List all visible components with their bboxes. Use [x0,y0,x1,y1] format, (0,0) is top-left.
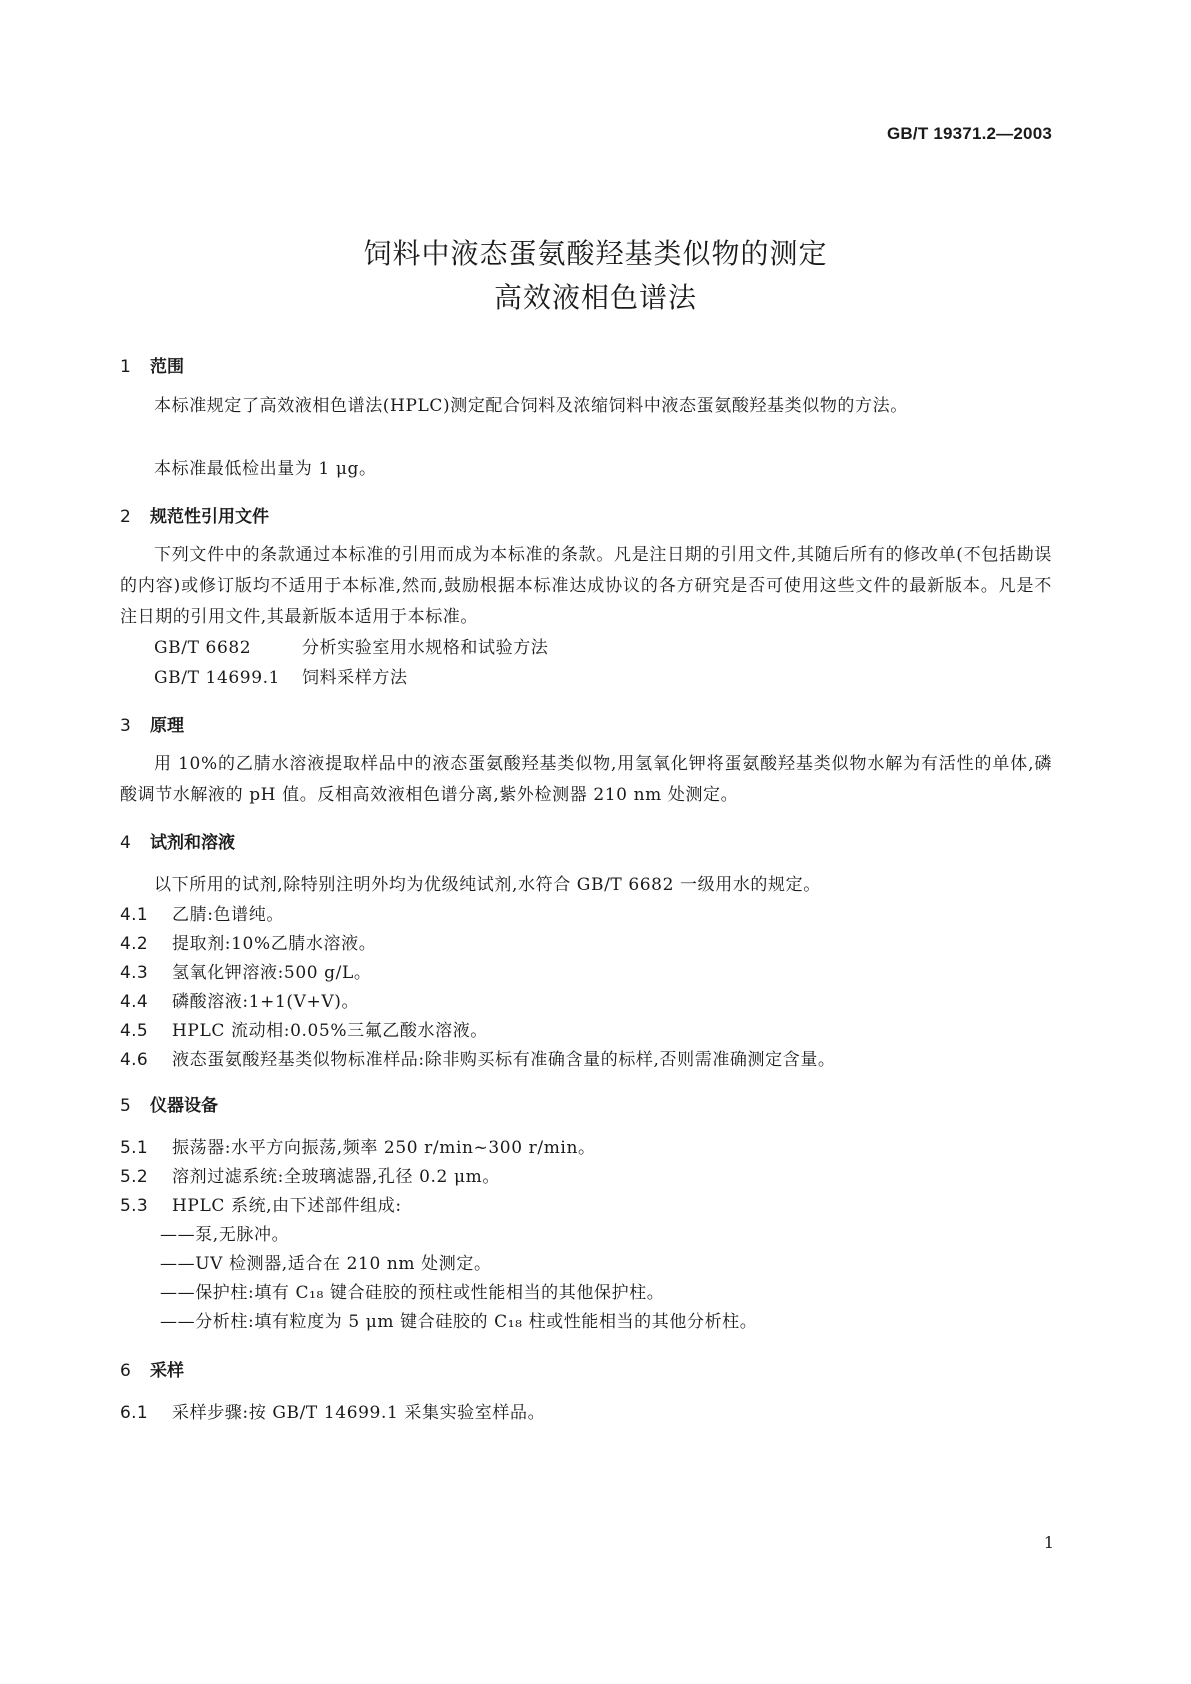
reagent-item [120,900,284,925]
section-title: 试剂和溶液 [150,833,235,853]
reference-item [154,633,548,658]
section-number: 4 [120,833,131,853]
item-text: 提取剂:10%乙腈水溶液。 [172,934,377,954]
item-number: 5.2 [120,1167,148,1187]
apparatus-item [120,1191,402,1216]
section-title: 规范性引用文件 [150,507,269,527]
detection-limit-paragraph: 本标准最低检出量为 1 μg。 [154,459,377,479]
section-heading-sampling [120,1356,184,1381]
reference-code: GB/T 14699.1 [154,668,281,688]
item-text: 乙腈:色谱纯。 [172,905,284,925]
item-number: 4.4 [120,992,148,1012]
document-title: 饲料中液态蛋氨酸羟基类似物的测定 [363,237,828,270]
reference-item [154,663,408,688]
reagent-item [120,929,376,954]
hplc-component-item: ——UV 检测器,适合在 210 nm 处测定。 [160,1254,492,1274]
page-number: 1 [1043,1533,1054,1552]
sampling-item [120,1398,545,1423]
section-heading-normative-references [120,502,269,527]
item-text: 液态蛋氨酸羟基类似物标准样品:除非购买标有准确含量的标样,否则需准确测定含量。 [172,1050,836,1070]
item-number: 5.1 [120,1138,148,1158]
document-subtitle: 高效液相色谱法 [493,281,697,314]
section-heading-reagents [120,828,235,853]
section-title: 仪器设备 [150,1096,218,1116]
section-heading-scope [120,352,184,377]
reagent-item [120,1016,488,1041]
section-title: 采样 [150,1361,184,1381]
item-text: 磷酸溶液:1+1(V+V)。 [172,992,360,1012]
reference-code: GB/T 6682 [154,638,252,658]
section-number: 5 [120,1096,131,1116]
reference-title: 饲料采样方法 [302,668,408,688]
section-number: 6 [120,1361,131,1381]
section-number: 3 [120,716,131,736]
section-heading-apparatus [120,1091,218,1116]
standard-code: GB/T 19371.2—2003 [887,124,1052,143]
item-text: 溶剂过滤系统:全玻璃滤器,孔径 0.2 μm。 [172,1167,500,1187]
reagent-item [120,1045,836,1070]
section-number: 2 [120,507,131,527]
item-text: 采样步骤:按 GB/T 14699.1 采集实验室样品。 [172,1403,546,1423]
reagent-item [120,958,371,983]
reagents-intro-paragraph: 以下所用的试剂,除特别注明外均为优级纯试剂,水符合 GB/T 6682 一级用水的规定。 [154,875,821,895]
item-number: 4.1 [120,905,148,925]
section-number: 1 [120,357,131,377]
item-number: 6.1 [120,1403,148,1423]
reference-title: 分析实验室用水规格和试验方法 [302,638,549,658]
item-number: 4.2 [120,934,148,954]
references-paragraph: 下列文件中的条款通过本标准的引用而成为本标准的条款。凡是注日期的引用文件,其随后所有的修改单(不包括勘误的内容)或修订版均不适用于本标准,然而,鼓励根据本标准达成协议的各方研究是否可使用这些文件的最新版本。凡是不注日期的引用文件,其最新版本适用于本标准。 [120,545,1052,627]
section-heading-principle [120,711,184,736]
item-number: 4.6 [120,1050,148,1070]
apparatus-item [120,1162,500,1187]
apparatus-item [120,1133,596,1158]
section-title: 原理 [150,716,184,736]
item-text: HPLC 流动相:0.05%三氟乙酸水溶液。 [172,1021,488,1041]
principle-paragraph: 用 10%的乙腈水溶液提取样品中的液态蛋氨酸羟基类似物,用氢氧化钾将蛋氨酸羟基类似物水解为有活性的单体,磷酸调节水解液的 pH 值。反相高效液相色谱分离,紫外检测器 210 nm 处测定。 [120,754,1052,805]
item-text: 氢氧化钾溶液:500 g/L。 [172,963,372,983]
item-text: 振荡器:水平方向振荡,频率 250 r/min~300 r/min。 [172,1138,596,1158]
scope-paragraph: 本标准规定了高效液相色谱法(HPLC)测定配合饲料及浓缩饲料中液态蛋氨酸羟基类似物的方法。 [154,396,908,416]
hplc-component-item: ——分析柱:填有粒度为 5 μm 键合硅胶的 C₁₈ 柱或性能相当的其他分析柱。 [160,1312,758,1332]
hplc-component-item: ——泵,无脉冲。 [160,1225,290,1245]
item-text: HPLC 系统,由下述部件组成: [172,1196,402,1216]
item-number: 5.3 [120,1196,148,1216]
hplc-component-item: ——保护柱:填有 C₁₈ 键合硅胶的预柱或性能相当的其他保护柱。 [160,1283,665,1303]
reagent-item [120,987,359,1012]
item-number: 4.5 [120,1021,148,1041]
item-number: 4.3 [120,963,148,983]
section-title: 范围 [150,357,184,377]
